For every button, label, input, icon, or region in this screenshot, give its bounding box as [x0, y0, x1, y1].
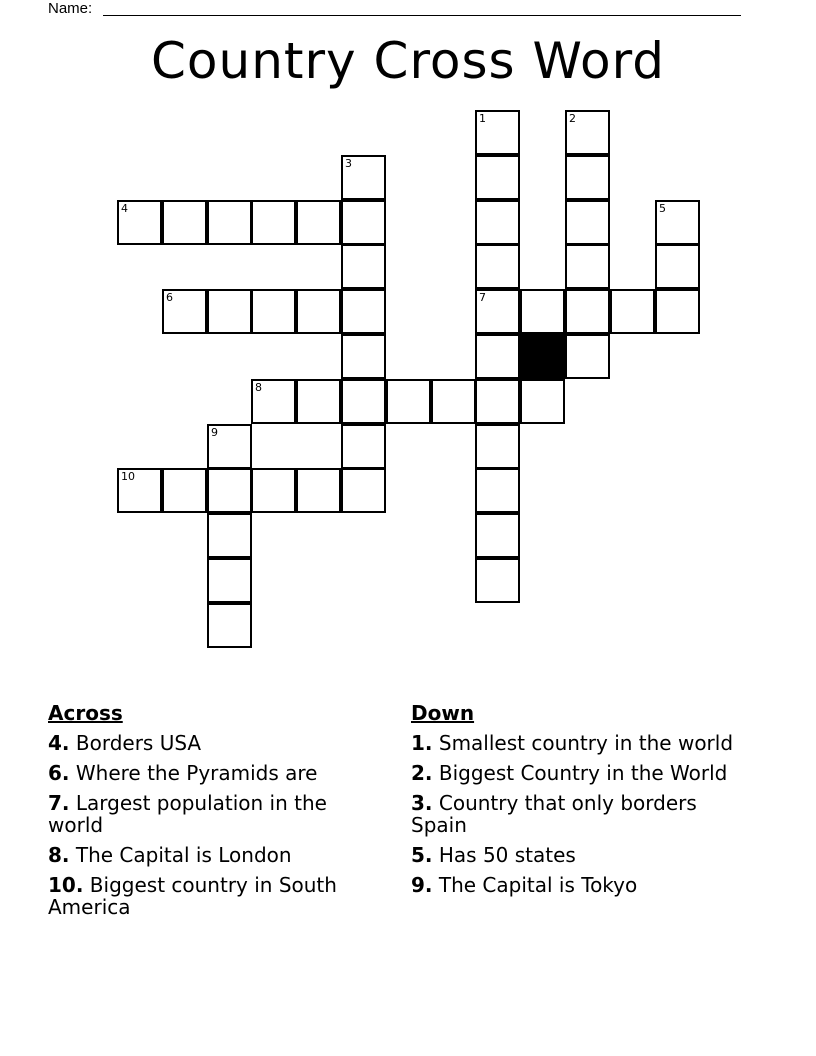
clue-number: 8.: [48, 843, 70, 867]
crossword-cell[interactable]: [341, 289, 386, 334]
clue-text: Where the Pyramids are: [75, 761, 318, 785]
clue-text: The Capital is London: [75, 843, 292, 867]
crossword-cell[interactable]: [565, 110, 610, 155]
clue-text: The Capital is Tokyo: [438, 873, 638, 897]
cell-number: 7: [479, 291, 486, 304]
crossword-cell[interactable]: [207, 200, 252, 245]
crossword-cell[interactable]: [207, 289, 252, 334]
crossword-cell[interactable]: [475, 200, 520, 245]
crossword-cell[interactable]: [565, 200, 610, 245]
crossword-cell[interactable]: [341, 468, 386, 513]
down-clues: [411, 702, 741, 904]
crossword-cell[interactable]: [251, 379, 296, 424]
cell-number: 2: [569, 112, 576, 125]
down-heading: Down: [411, 701, 475, 725]
page-title: Country Cross Word: [151, 32, 665, 90]
clue-down-9: [411, 874, 741, 896]
crossword-cell[interactable]: [655, 289, 700, 334]
clue-across-6: [48, 762, 378, 784]
crossword-cell[interactable]: [475, 155, 520, 200]
crossword-cell[interactable]: [207, 468, 252, 513]
crossword-cell[interactable]: [341, 200, 386, 245]
crossword-cell[interactable]: [565, 244, 610, 289]
crossword-cell[interactable]: [296, 289, 341, 334]
crossword-cell[interactable]: [520, 289, 565, 334]
clue-across-10: [48, 874, 378, 918]
blocked-cell: [520, 334, 565, 379]
crossword-cell[interactable]: [610, 289, 655, 334]
cell-number: 6: [166, 291, 173, 304]
clue-number: 9.: [411, 873, 433, 897]
clue-number: 7.: [48, 791, 70, 815]
crossword-cell[interactable]: [431, 379, 476, 424]
clue-number: 2.: [411, 761, 433, 785]
crossword-cell[interactable]: [475, 289, 520, 334]
crossword-cell[interactable]: [475, 110, 520, 155]
crossword-cell[interactable]: [207, 513, 252, 558]
crossword-cell[interactable]: [565, 289, 610, 334]
clue-number: 6.: [48, 761, 70, 785]
crossword-cell[interactable]: [117, 468, 162, 513]
clue-number: 5.: [411, 843, 433, 867]
crossword-cell[interactable]: [341, 244, 386, 289]
cell-number: 9: [211, 426, 218, 439]
clue-text: Borders USA: [75, 731, 202, 755]
crossword-cell[interactable]: [341, 155, 386, 200]
crossword-cell[interactable]: [565, 155, 610, 200]
crossword-cell[interactable]: [207, 558, 252, 603]
crossword-cell[interactable]: [341, 424, 386, 469]
crossword-cell[interactable]: [655, 244, 700, 289]
crossword-cell[interactable]: [341, 334, 386, 379]
crossword-cell[interactable]: [475, 379, 520, 424]
clue-down-5: [411, 844, 741, 866]
clue-number: 1.: [411, 731, 433, 755]
crossword-cell[interactable]: [296, 468, 341, 513]
clue-text: Biggest country in South America: [48, 873, 337, 919]
crossword-cell[interactable]: [475, 513, 520, 558]
crossword-cell[interactable]: [341, 379, 386, 424]
crossword-cell[interactable]: [475, 558, 520, 603]
clue-across-4: [48, 732, 378, 754]
cell-number: 4: [121, 202, 128, 215]
cell-number: 5: [659, 202, 666, 215]
crossword-cell[interactable]: [251, 468, 296, 513]
clue-number: 3.: [411, 791, 433, 815]
clue-text: Country that only borders Spain: [411, 791, 697, 837]
crossword-cell[interactable]: [386, 379, 431, 424]
crossword-cell[interactable]: [520, 379, 565, 424]
cell-number: 1: [479, 112, 486, 125]
crossword-cell[interactable]: [251, 200, 296, 245]
across-clues: [48, 702, 378, 926]
clue-text: Largest population in the world: [48, 791, 327, 837]
cell-number: 10: [121, 470, 135, 483]
clue-down-3: [411, 792, 741, 836]
clue-down-1: [411, 732, 741, 754]
crossword-cell[interactable]: [162, 468, 207, 513]
clue-text: Smallest country in the world: [438, 731, 734, 755]
clue-number: 4.: [48, 731, 70, 755]
cell-number: 3: [345, 157, 352, 170]
clue-text: Biggest Country in the World: [438, 761, 728, 785]
clue-across-8: [48, 844, 378, 866]
cell-number: 8: [255, 381, 262, 394]
crossword-cell[interactable]: [475, 334, 520, 379]
crossword-cell[interactable]: [117, 200, 162, 245]
across-heading: Across: [48, 701, 123, 725]
crossword-cell[interactable]: [251, 289, 296, 334]
name-label: Name:: [48, 0, 93, 17]
crossword-cell[interactable]: [162, 200, 207, 245]
clue-down-2: [411, 762, 741, 784]
crossword-cell[interactable]: [296, 379, 341, 424]
crossword-cell[interactable]: [655, 200, 700, 245]
crossword-cell[interactable]: [207, 603, 252, 648]
crossword-cell[interactable]: [565, 334, 610, 379]
clue-text: Has 50 states: [438, 843, 576, 867]
crossword-cell[interactable]: [296, 200, 341, 245]
crossword-cell[interactable]: [207, 424, 252, 469]
crossword-cell[interactable]: [475, 468, 520, 513]
clue-number: 10.: [48, 873, 84, 897]
clue-across-7: [48, 792, 378, 836]
crossword-cell[interactable]: [162, 289, 207, 334]
crossword-cell[interactable]: [475, 424, 520, 469]
crossword-cell[interactable]: [475, 244, 520, 289]
